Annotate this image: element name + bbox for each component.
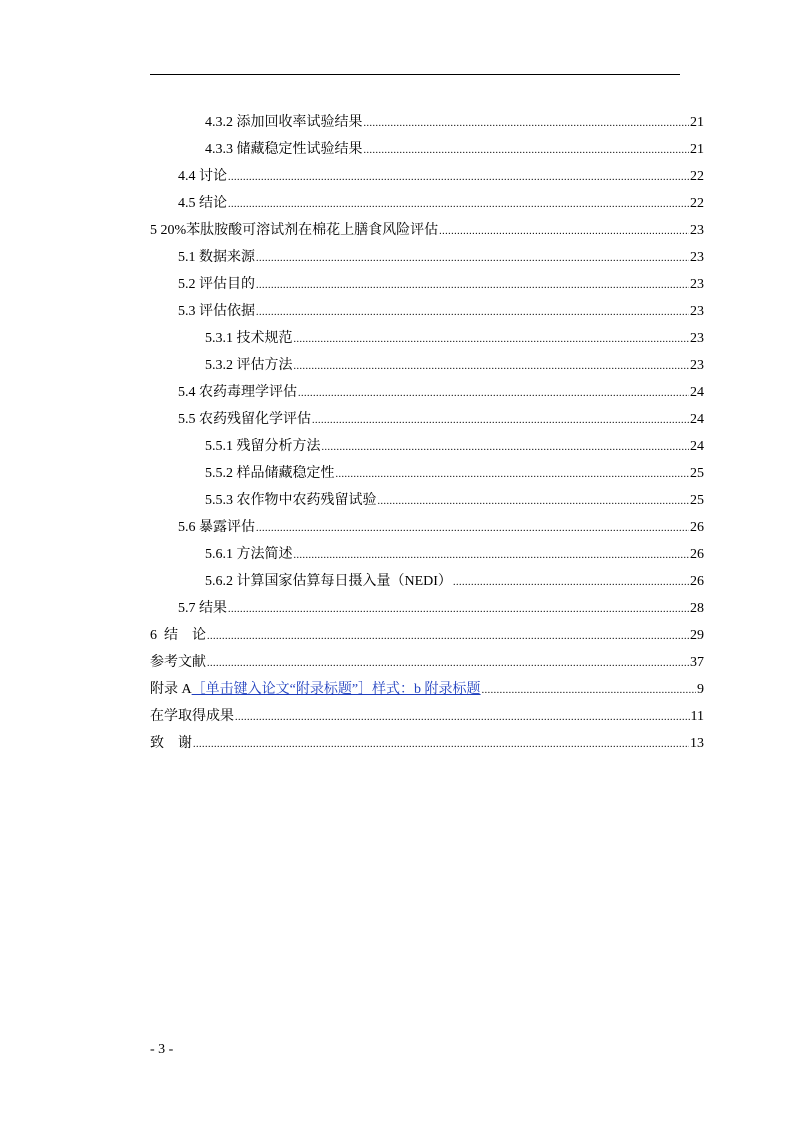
toc-entry-page: 25 — [690, 466, 704, 481]
toc-entry-title: 4.4 讨论 — [178, 169, 227, 184]
toc-dot-leader — [294, 546, 690, 566]
toc-entry-title: 5.6 暴露评估 — [178, 520, 255, 535]
toc-dot-leader — [256, 519, 689, 539]
toc-entry[interactable] — [150, 113, 704, 140]
toc-dot-leader — [207, 654, 689, 674]
toc-entry-title: 5.5.2 样品储藏稳定性 — [205, 466, 335, 481]
toc-entry-page: 21 — [690, 142, 704, 157]
toc-entry[interactable] — [150, 275, 704, 302]
toc-entry-title: 6 结 论 — [150, 628, 206, 643]
toc-entry-title: 5.2 评估目的 — [178, 277, 255, 292]
toc-entry[interactable] — [150, 491, 704, 518]
toc-entry[interactable] — [150, 599, 704, 626]
toc-entry-title: 5.1 数据来源 — [178, 250, 255, 265]
toc-entry-page: 24 — [690, 439, 704, 454]
toc-dot-leader — [312, 411, 689, 431]
toc-entry[interactable] — [150, 707, 704, 734]
toc-entry-title-prefix: 附录 A — [150, 682, 192, 697]
header-rule — [150, 74, 680, 75]
toc-dot-leader — [364, 141, 690, 161]
toc-dot-leader — [294, 330, 690, 350]
toc-entry[interactable] — [150, 464, 704, 491]
toc-entry-title: 4.5 结论 — [178, 196, 227, 211]
toc-entry-title: 5.5.3 农作物中农药残留试验 — [205, 493, 377, 508]
toc-entry[interactable] — [150, 140, 704, 167]
toc-dot-leader — [482, 681, 696, 701]
toc-entry[interactable] — [150, 356, 704, 383]
toc-entry-page: 21 — [690, 115, 704, 130]
toc-dot-leader — [298, 384, 689, 404]
toc-entry[interactable] — [150, 437, 704, 464]
toc-entry-title: 5.3.1 技术规范 — [205, 331, 293, 346]
toc-dot-leader — [322, 438, 690, 458]
table-of-contents — [150, 113, 704, 761]
toc-entry-title: 5.4 农药毒理学评估 — [178, 385, 297, 400]
toc-entry[interactable] — [150, 383, 704, 410]
toc-dot-leader — [453, 573, 689, 593]
toc-entry[interactable] — [150, 653, 704, 680]
toc-entry-title: 5.6.1 方法简述 — [205, 547, 293, 562]
toc-entry[interactable] — [150, 329, 704, 356]
toc-dot-leader — [193, 735, 689, 755]
toc-entry[interactable] — [150, 167, 704, 194]
toc-entry[interactable] — [150, 518, 704, 545]
toc-entry-page: 23 — [690, 304, 704, 319]
toc-entry[interactable] — [150, 194, 704, 221]
toc-entry-page: 11 — [690, 709, 704, 724]
toc-entry-title: 5.5.1 残留分析方法 — [205, 439, 321, 454]
toc-entry-page: 23 — [690, 250, 704, 265]
toc-entry-page: 9 — [697, 682, 704, 697]
toc-entry-page: 23 — [690, 277, 704, 292]
toc-entry[interactable] — [150, 626, 704, 653]
toc-dot-leader — [378, 492, 690, 512]
toc-dot-leader — [336, 465, 690, 485]
toc-entry-page: 29 — [690, 628, 704, 643]
toc-entry[interactable] — [150, 680, 704, 707]
toc-dot-leader — [207, 627, 689, 647]
toc-dot-leader — [364, 114, 690, 134]
toc-entry-title: 在学取得成果 — [150, 709, 234, 724]
toc-dot-leader — [256, 303, 689, 323]
toc-entry-page: 24 — [690, 385, 704, 400]
toc-entry-title: 4.3.3 储藏稳定性试验结果 — [205, 142, 363, 157]
toc-entry-page: 26 — [690, 520, 704, 535]
toc-dot-leader — [228, 600, 689, 620]
toc-entry-page: 25 — [690, 493, 704, 508]
toc-entry-title: 5.3 评估依据 — [178, 304, 255, 319]
toc-dot-leader — [228, 195, 689, 215]
toc-entry[interactable] — [150, 410, 704, 437]
toc-entry[interactable] — [150, 221, 704, 248]
toc-entry-page: 22 — [690, 169, 704, 184]
appendix-title-link[interactable]: ［单击键入论文“附录标题”］样式：b 附录标题 — [191, 682, 481, 697]
toc-entry-title: 5.7 结果 — [178, 601, 227, 616]
toc-entry-title: 致 谢 — [150, 736, 192, 751]
toc-entry-title: 4.3.2 添加回收率试验结果 — [205, 115, 363, 130]
toc-entry-page: 28 — [690, 601, 704, 616]
toc-entry[interactable] — [150, 734, 704, 761]
toc-entry-title: 参考文献 — [150, 655, 206, 670]
toc-entry-title: 5 20%苯肽胺酸可溶试剂在棉花上膳食风险评估 — [150, 223, 439, 238]
toc-entry-page: 26 — [690, 547, 704, 562]
toc-entry[interactable] — [150, 302, 704, 329]
toc-entry-page: 22 — [690, 196, 704, 211]
toc-entry-page: 13 — [690, 736, 704, 751]
toc-dot-leader — [228, 168, 689, 188]
toc-dot-leader — [256, 276, 689, 296]
toc-entry-page: 37 — [690, 655, 704, 670]
toc-entry[interactable] — [150, 545, 704, 572]
toc-dot-leader — [294, 357, 690, 377]
footer-page-number: - 3 - — [150, 1042, 174, 1057]
toc-entry[interactable] — [150, 248, 704, 275]
toc-entry-title: 5.3.2 评估方法 — [205, 358, 293, 373]
toc-entry-page: 23 — [690, 358, 704, 373]
toc-entry-page: 24 — [690, 412, 704, 427]
toc-entry-page: 26 — [690, 574, 704, 589]
toc-entry-title: 5.6.2 计算国家估算每日摄入量（NEDI） — [205, 574, 452, 589]
toc-entry[interactable] — [150, 572, 704, 599]
toc-entry-title: 5.5 农药残留化学评估 — [178, 412, 311, 427]
toc-dot-leader — [256, 249, 689, 269]
toc-entry-page: 23 — [690, 331, 704, 346]
toc-entry-page: 23 — [690, 223, 704, 238]
toc-dot-leader — [439, 222, 689, 242]
toc-dot-leader — [235, 708, 690, 728]
